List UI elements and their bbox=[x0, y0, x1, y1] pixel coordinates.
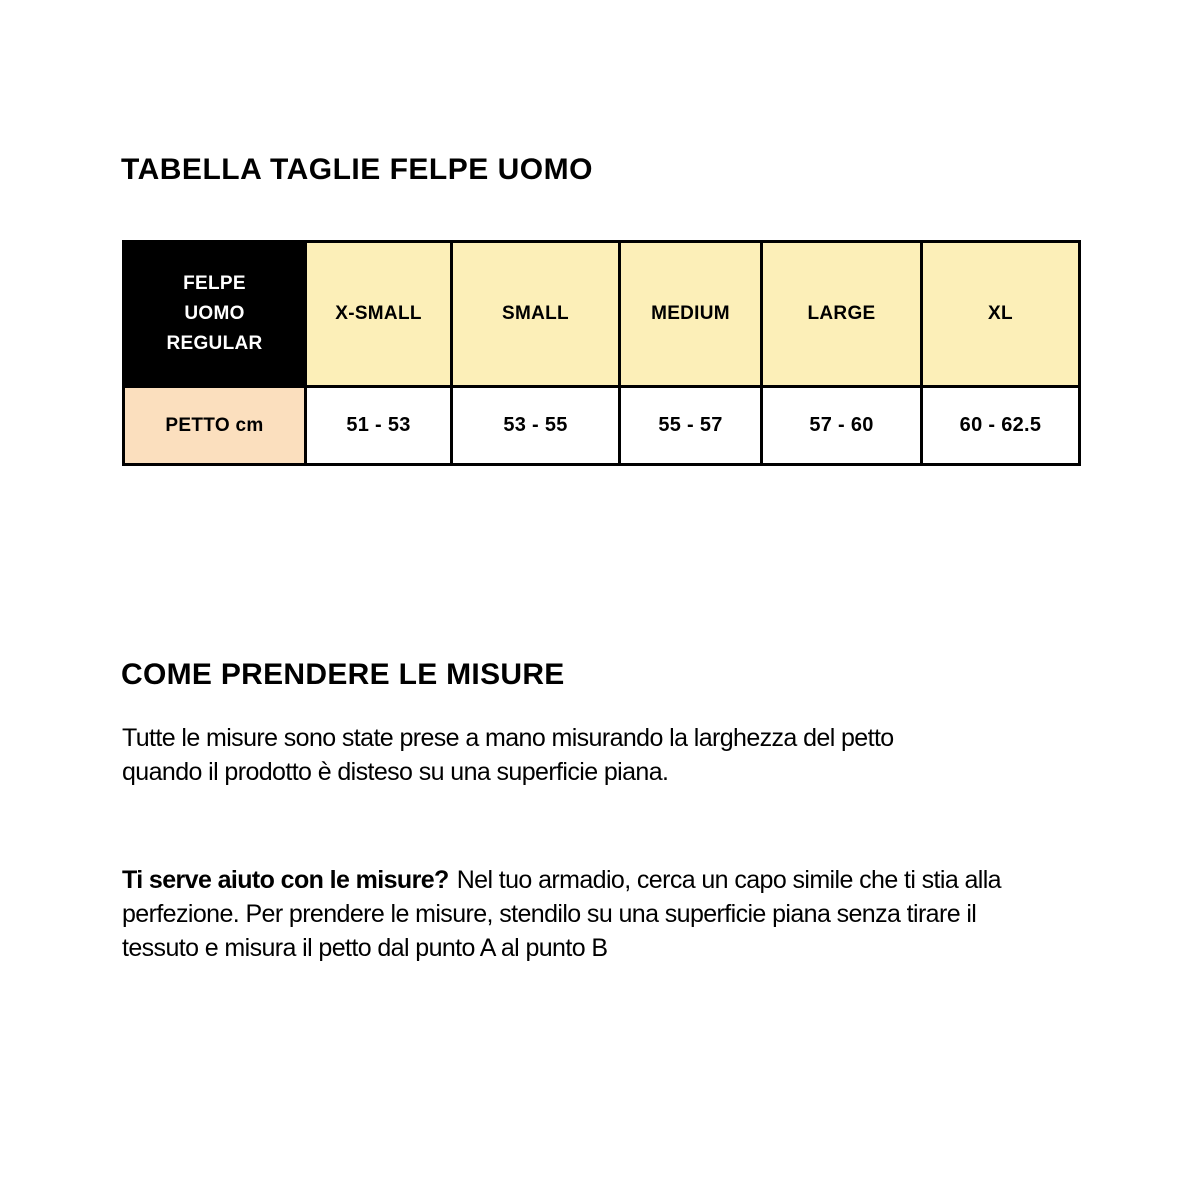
corner-line: FELPE bbox=[183, 273, 246, 294]
paragraph-line bbox=[122, 863, 1001, 897]
paragraph-line: perfezione. Per prendere le misure, stendilo su una superficie piana senza tirare il bbox=[122, 900, 977, 928]
row-label-cell: PETTO cm bbox=[124, 387, 306, 465]
chest-value-xsmall: 51 - 53 bbox=[306, 387, 452, 465]
chest-value-xl: 60 - 62.5 bbox=[922, 387, 1080, 465]
paragraph-line: tessuto e misura il petto dal punto A al punto B bbox=[122, 934, 608, 962]
chest-value-medium: 55 - 57 bbox=[620, 387, 762, 465]
help-paragraph bbox=[122, 863, 1001, 965]
size-column-header-medium: MEDIUM bbox=[620, 242, 762, 387]
corner-line: UOMO bbox=[184, 303, 245, 324]
size-table-header-row bbox=[124, 242, 1080, 387]
measure-section-heading: COME PRENDERE LE MISURE bbox=[121, 658, 565, 691]
chest-value-small: 53 - 55 bbox=[452, 387, 620, 465]
page-title: TABELLA TAGLIE FELPE UOMO bbox=[121, 153, 593, 186]
help-lead: Ti serve aiuto con le misure? bbox=[122, 866, 449, 894]
corner-line: REGULAR bbox=[166, 333, 263, 354]
paragraph-line: quando il prodotto è disteso su una superficie piana. bbox=[122, 758, 669, 786]
intro-paragraph bbox=[122, 721, 894, 789]
chest-value-large: 57 - 60 bbox=[762, 387, 922, 465]
size-table-chest-row bbox=[124, 387, 1080, 465]
size-column-header-large: LARGE bbox=[762, 242, 922, 387]
size-column-header-xl: XL bbox=[922, 242, 1080, 387]
table-corner-cell bbox=[124, 242, 306, 387]
size-table bbox=[122, 240, 1081, 466]
paragraph-line: Tutte le misure sono state prese a mano misurando la larghezza del petto bbox=[122, 724, 894, 752]
help-text: Nel tuo armadio, cerca un capo simile che ti stia alla bbox=[456, 866, 1001, 894]
size-column-header-small: SMALL bbox=[452, 242, 620, 387]
size-column-header-xsmall: X-SMALL bbox=[306, 242, 452, 387]
